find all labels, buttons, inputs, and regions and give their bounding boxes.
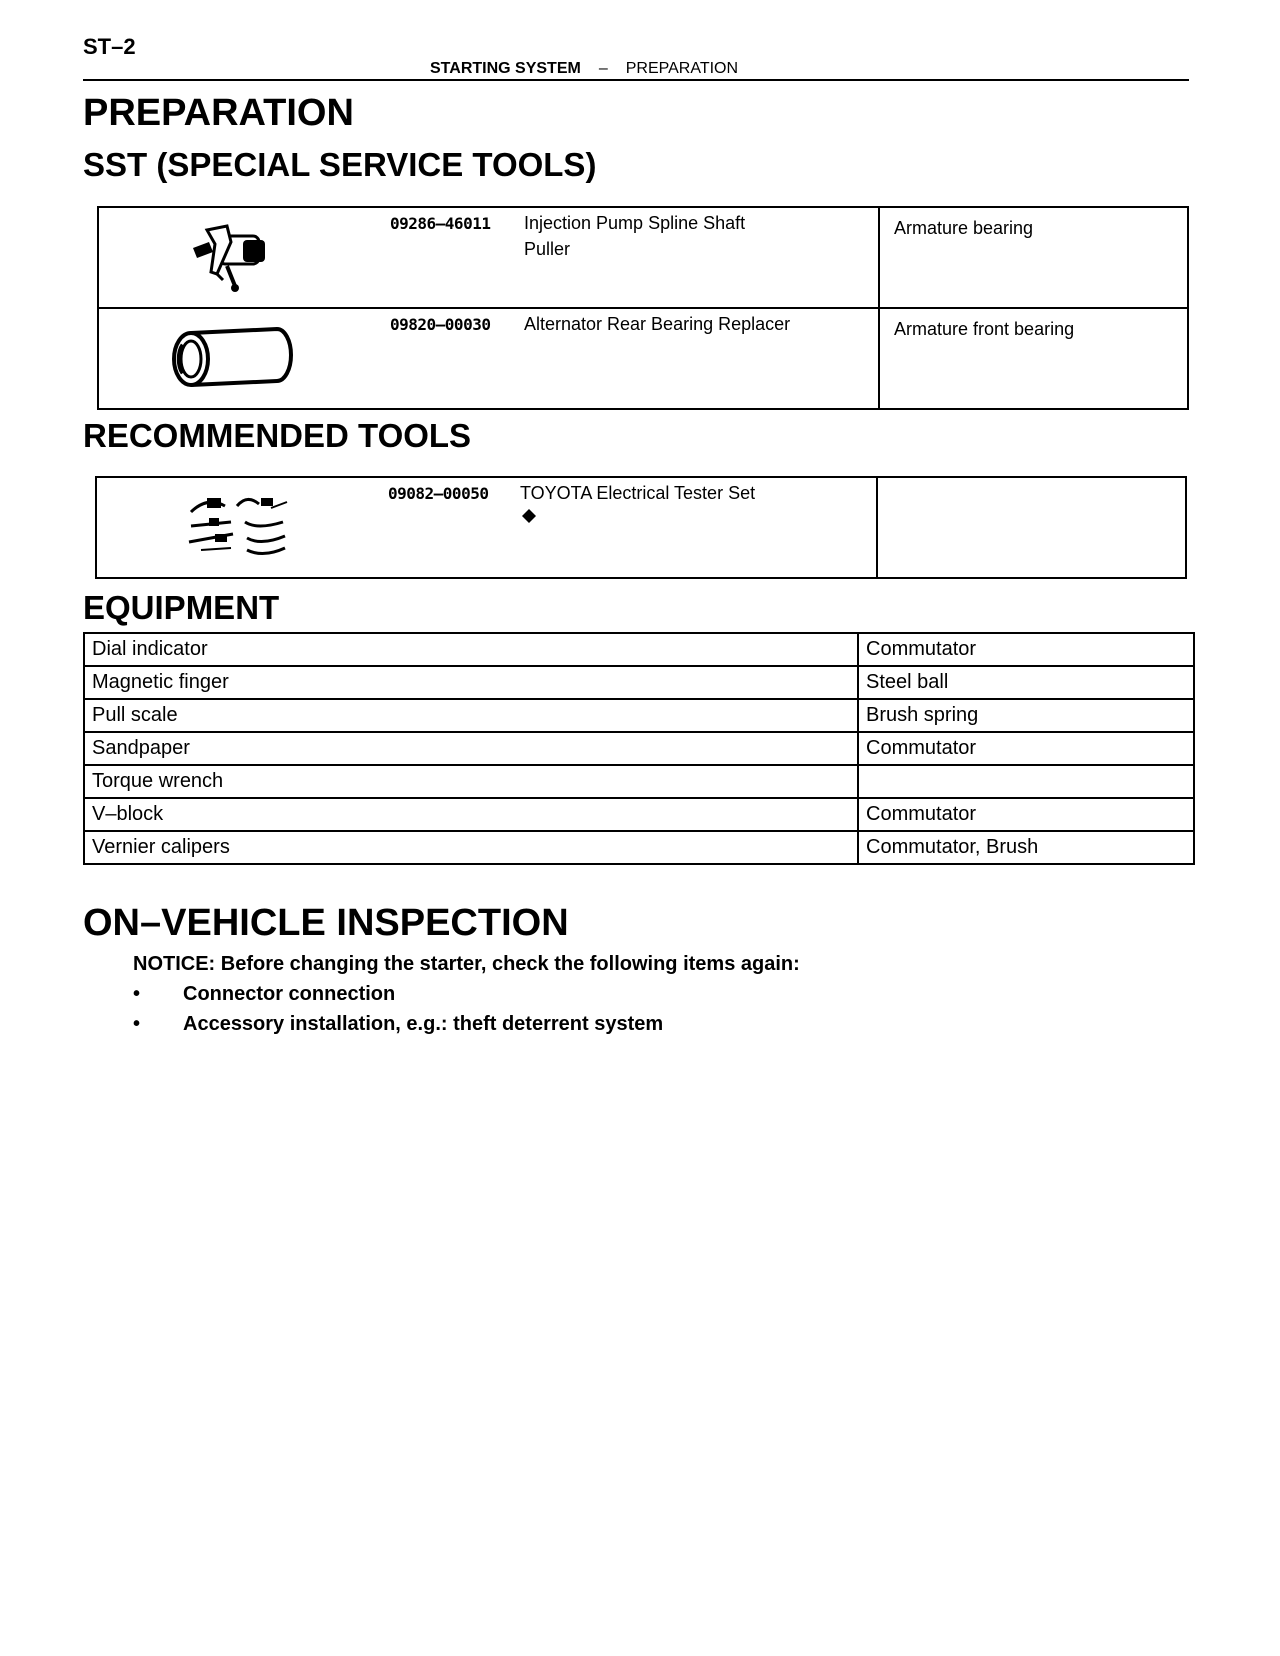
table-row [84,798,1194,831]
sst-heading: SST (SPECIAL SERVICE TOOLS) [83,146,597,183]
tool-cell [96,477,877,578]
bearing-replacer-tube-icon [165,323,295,391]
part-number: 09820–00030 [390,315,491,334]
tool-cell [98,207,879,308]
header-rule [83,79,1189,81]
tool-name: Alternator Rear Bearing Replacer [524,314,791,334]
table-row [98,308,1188,409]
equipment-usage [858,765,1194,798]
list-item [133,983,663,1013]
notice-text: NOTICE: Before changing the starter, check the following items again: [133,953,800,975]
table-row [98,207,1188,308]
tool-name: Injection Pump Spline Shaft Puller [524,213,746,259]
part-number: 09082–00050 [388,484,489,503]
table-row [84,699,1194,732]
equipment-item: Pull scale [84,699,858,732]
tool-cell [98,308,879,409]
bullet-icon: • [133,983,141,1005]
running-header-section: STARTING SYSTEM [430,60,581,77]
running-header [430,60,738,78]
list-item-text: Accessory installation, e.g.: theft deterrent system [183,1013,664,1035]
table-row [84,765,1194,798]
equipment-item: Sandpaper [84,732,858,765]
table-row [84,732,1194,765]
equipment-item: Magnetic finger [84,666,858,699]
equipment-usage: Commutator, Brush [858,831,1194,864]
running-header-separator: – [598,60,608,77]
running-header-subsection: PREPARATION [625,60,739,77]
equipment-usage: Brush spring [858,699,1194,732]
equipment-usage: Commutator [858,633,1194,666]
tool-usage [877,477,1186,578]
equipment-item: Vernier calipers [84,831,858,864]
equipment-item: Torque wrench [84,765,858,798]
equipment-heading: EQUIPMENT [83,589,280,626]
equipment-item: V–block [84,798,858,831]
electrical-tester-set-icon [187,492,297,558]
puller-tool-icon [187,222,277,294]
table-row [96,477,1186,578]
equipment-item: Dial indicator [84,633,858,666]
sst-table [97,206,1189,410]
table-row [84,831,1194,864]
recommended-tools-table [95,476,1187,579]
equipment-usage: Steel ball [858,666,1194,699]
table-row [84,633,1194,666]
page-number: ST–2 [83,34,136,59]
equipment-table [83,632,1195,865]
page-title: PREPARATION [83,92,354,134]
list-item-text: Connector connection [183,983,396,1005]
bullet-icon: • [133,1013,141,1035]
tool-usage: Armature front bearing [879,308,1188,409]
tool-usage: Armature bearing [879,207,1188,308]
equipment-usage: Commutator [858,732,1194,765]
list-item [133,1013,663,1043]
recommended-tool-marker-icon [522,509,536,523]
tool-name: TOYOTA Electrical Tester Set [520,483,756,503]
table-row [84,666,1194,699]
inspection-checklist [133,983,663,1043]
equipment-usage: Commutator [858,798,1194,831]
part-number: 09286–46011 [390,214,491,233]
recommended-tools-heading: RECOMMENDED TOOLS [83,417,472,454]
inspection-heading: ON–VEHICLE INSPECTION [83,902,569,944]
